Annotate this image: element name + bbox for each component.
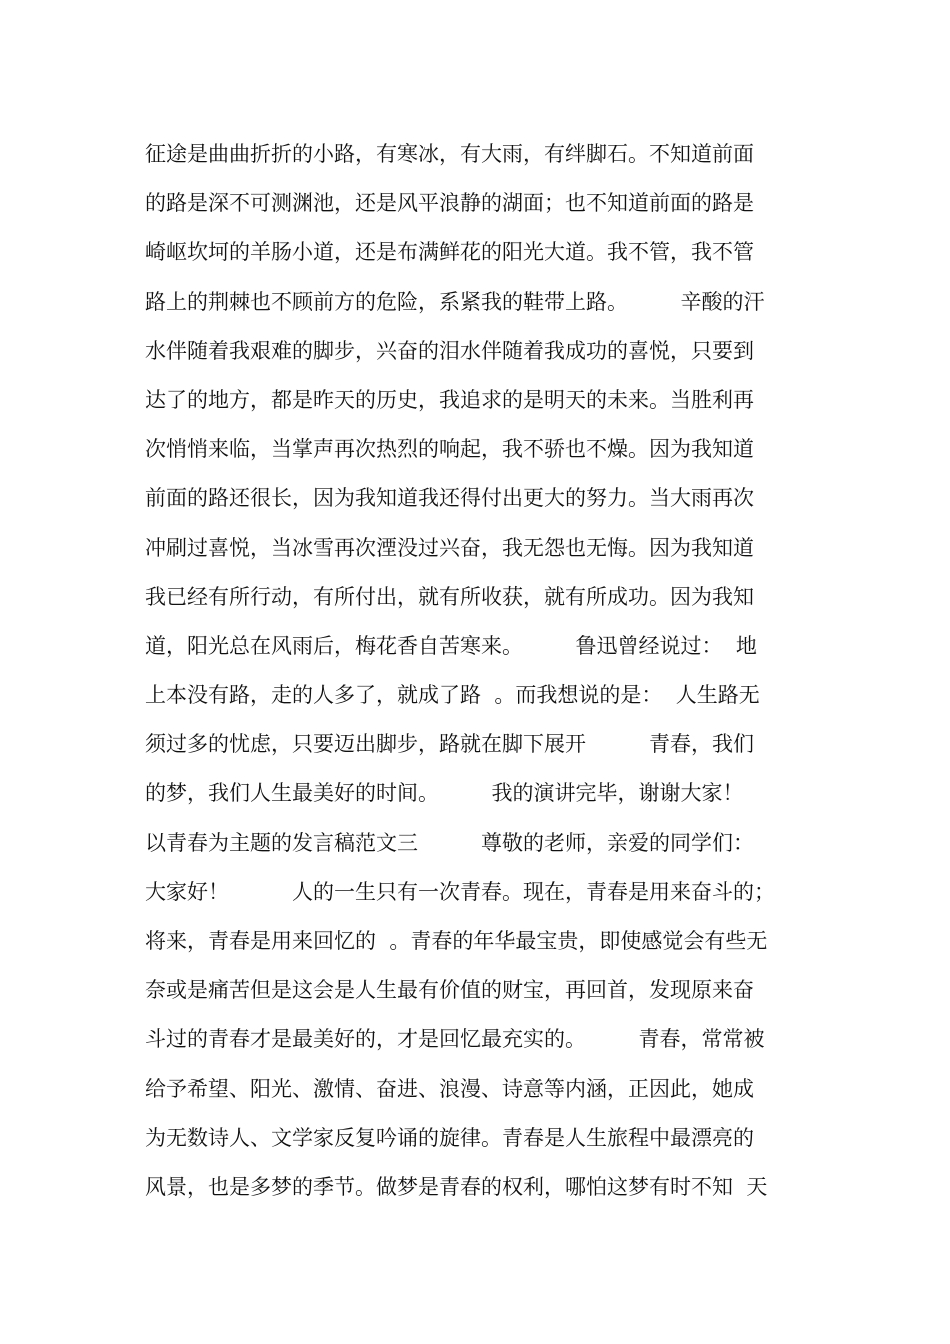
body-text — [145, 130, 810, 1212]
text-line: 路上的荆棘也不顾前方的危险，系紧我的鞋带上路。 辛酸的汗 — [145, 289, 765, 314]
text-line: 给予希望、阳光、激情、奋进、浪漫、诗意等内涵，正因此，她成 — [145, 1076, 754, 1101]
text-line: 须过多的忧虑，只要迈出脚步，路就在脚下展开 青春，我们 — [145, 732, 754, 757]
text-line: 将来，青春是用来回忆的 。青春的年华最宝贵，即使感觉会有些无 — [145, 929, 768, 953]
text-line: 次悄悄来临，当掌声再次热烈的响起，我不骄也不燥。因为我知道 — [145, 437, 754, 462]
text-line: 为无数诗人、文学家反复吟诵的旋律。青春是人生旅程中最漂亮的 — [145, 1125, 754, 1150]
text-line: 上本没有路，走的人多了，就成了路 。而我想说的是： 人生路无 — [145, 683, 760, 708]
text-line: 水伴随着我艰难的脚步，兴奋的泪水伴随着我成功的喜悦，只要到 — [145, 338, 754, 363]
text-line: 征途是曲曲折折的小路，有寒冰，有大雨，有绊脚石。不知道前面 — [145, 142, 754, 166]
text-line: 风景，也是多梦的季节。做梦是青春的权利，哪怕这梦有时不知 天 — [145, 1174, 768, 1199]
text-line: 前面的路还很长，因为我知道我还得付出更大的努力。当大雨再次 — [145, 486, 754, 511]
text-line: 以青春为主题的发言稿范文三 尊敬的老师，亲爱的同学们： — [145, 830, 754, 855]
text-line: 的路是深不可测渊池，还是风平浪静的湖面；也不知道前面的路是 — [145, 191, 754, 216]
text-line: 的梦，我们人生最美好的时间。 我的演讲完毕，谢谢大家！ — [145, 781, 744, 806]
text-line: 达了的地方，都是昨天的历史，我追求的是明天的未来。当胜利再 — [145, 387, 754, 412]
text-line: 大家好！ 人的一生只有一次青春。现在，青春是用来奋斗的； — [145, 879, 775, 904]
text-line: 道，阳光总在风雨后，梅花香自苦寒来。 鲁迅曾经说过： 地 — [145, 633, 757, 658]
text-line: 崎岖坎坷的羊肠小道，还是布满鲜花的阳光大道。我不管，我不管 — [145, 240, 754, 265]
text-line: 冲刷过喜悦，当冰雪再次湮没过兴奋，我无怨也无悔。因为我知道 — [145, 535, 754, 560]
text-line: 我已经有所行动，有所付出，就有所收获，就有所成功。因为我知 — [145, 584, 754, 609]
text-line: 奈或是痛苦但是这会是人生最有价值的财宝，再回首，发现原来奋 — [145, 978, 754, 1003]
text-line: 斗过的青春才是最美好的，才是回忆最充实的。 青春，常常被 — [145, 1027, 765, 1052]
